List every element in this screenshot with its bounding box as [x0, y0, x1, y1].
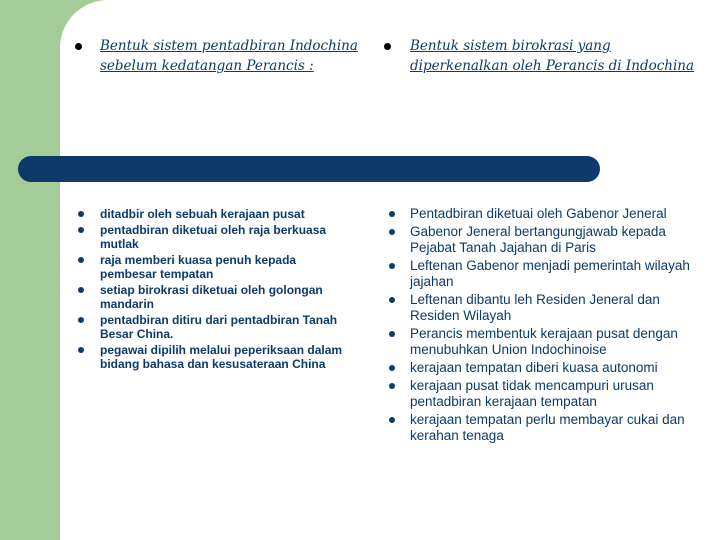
left-heading: Bentuk sistem pentadbiran Indochina sebelum kedatangan Perancis : [100, 38, 358, 74]
bullet-icon [389, 229, 395, 235]
bullet-icon [389, 331, 395, 337]
right-list-item-text: Gabenor Jeneral bertangungjawab kepada Pejabat Tanah Jajahan di Paris [410, 224, 666, 255]
left-list-item [74, 313, 356, 341]
right-list-item-text: Perancis membentuk kerajaan pusat dengan menubuhkan Union Indochinoise [410, 326, 678, 357]
left-list-item [74, 207, 356, 221]
bullet-icon [389, 365, 395, 371]
right-list-item-text: kerajaan tempatan perlu membayar cukai dan kerahan tenaga [410, 412, 685, 443]
left-list-item-text: raja memberi kuasa penuh kepada pembesar tempatan [100, 253, 297, 281]
left-list-item-text: pentadbiran diketuai oleh raja berkuasa mutlak [100, 223, 327, 251]
right-list-item-text: Pentadbiran diketuai oleh Gabenor Jeneral [410, 206, 667, 221]
right-list-item-text: kerajaan pusat tidak mencampuri urusan pentadbiran kerajaan tempatan [410, 378, 654, 409]
bullet-icon [389, 297, 395, 303]
divider-bar [18, 156, 600, 182]
bullet-icon [78, 317, 84, 323]
left-bullet-list [74, 207, 356, 371]
right-list-item [382, 326, 700, 358]
left-list-item [74, 343, 356, 371]
bullet-icon [78, 287, 84, 293]
right-list-item-text: Leftenan dibantu leh Residen Jeneral dan Residen Wilayah [410, 292, 660, 323]
left-column [74, 207, 356, 373]
left-list-item [74, 283, 356, 311]
right-list-item [382, 412, 700, 444]
title-panel [0, 0, 720, 156]
left-list-item-text: setiap birokrasi diketuai oleh golongan mandarin [100, 283, 323, 311]
left-list-item [74, 223, 356, 251]
right-list-item [382, 360, 700, 376]
left-list-item-text: ditadbir oleh sebuah kerajaan pusat [100, 207, 305, 221]
bullet-icon [78, 347, 84, 353]
bullet-icon [389, 211, 395, 217]
right-bullet-list [382, 206, 700, 444]
bullet-icon [78, 211, 84, 217]
bullet-icon [389, 263, 395, 269]
right-list-item [382, 258, 700, 290]
right-list-item [382, 378, 700, 410]
heading-bullet-right [384, 43, 391, 50]
right-list-item [382, 224, 700, 256]
right-list-item [382, 292, 700, 324]
right-list-item-text: Leftenan Gabenor menjadi pemerintah wilayah jajahan [410, 258, 690, 289]
bullet-icon [389, 383, 395, 389]
bullet-icon [78, 257, 84, 263]
left-list-item-text: pentadbiran ditiru dari pentadbiran Tanah Besar China. [100, 313, 338, 341]
right-list-item-text: kerajaan tempatan diberi kuasa autonomi [410, 360, 658, 375]
bullet-icon [78, 227, 84, 233]
left-list-item [74, 253, 356, 281]
bullet-icon [389, 417, 395, 423]
heading-bullet-left [75, 43, 82, 50]
left-list-item-text: pegawai dipilih melalui peperiksaan dalam bidang bahasa dan kesusateraan China [100, 343, 343, 371]
right-heading: Bentuk sistem birokrasi yang diperkenalkan oleh Perancis di Indochina [410, 38, 695, 74]
right-column [382, 206, 700, 446]
right-list-item [382, 206, 700, 222]
